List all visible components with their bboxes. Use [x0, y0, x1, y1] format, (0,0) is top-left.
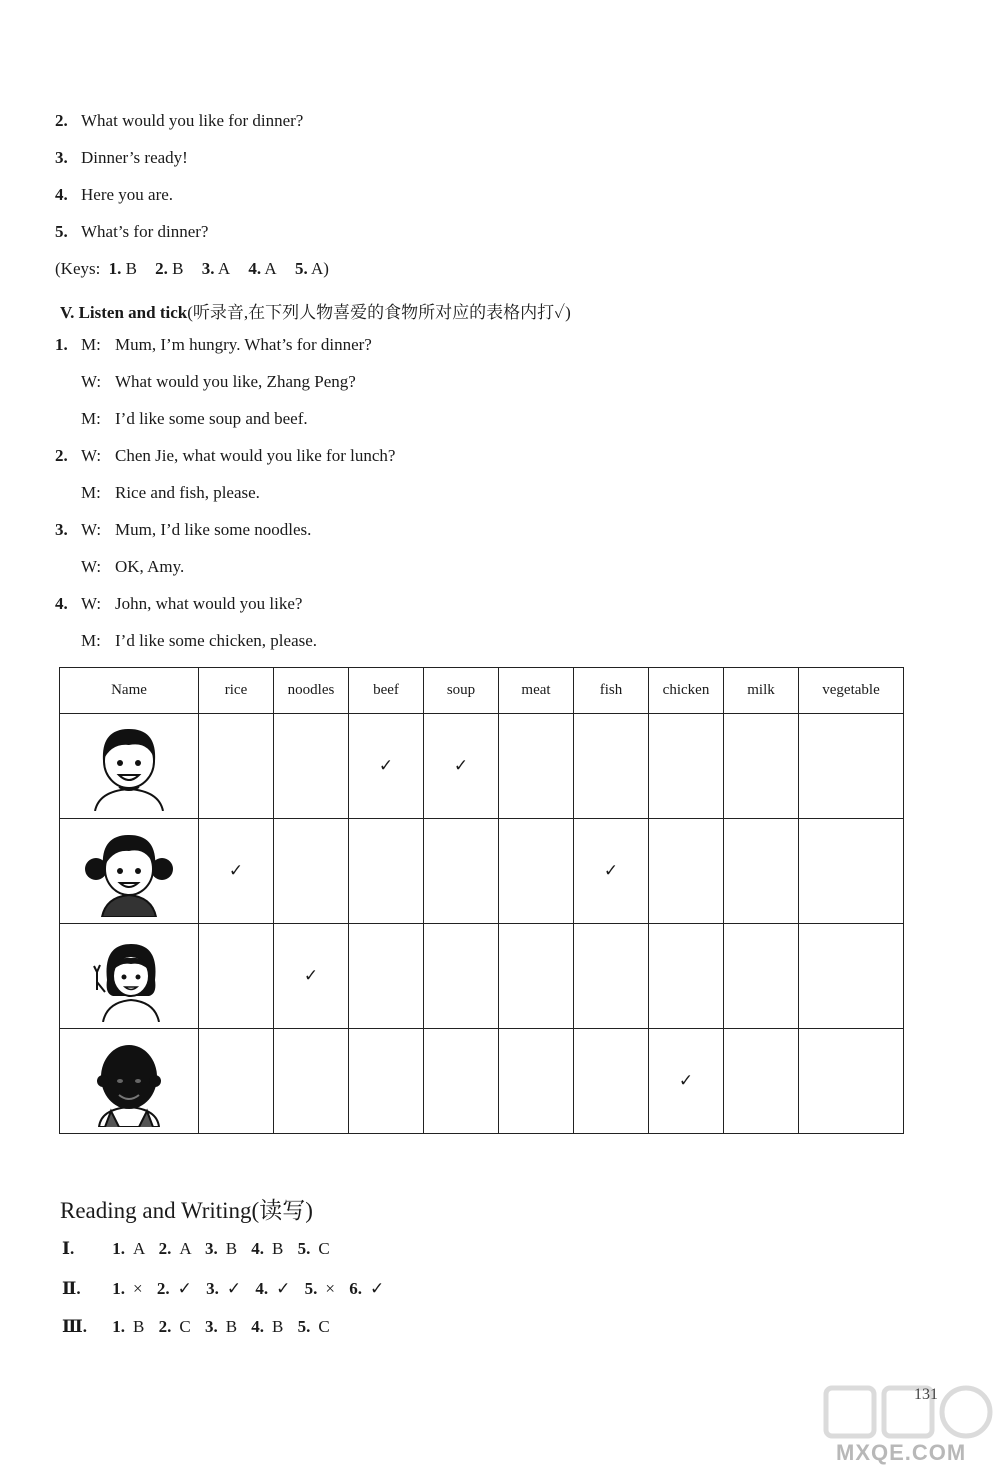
tick-cell: ✓	[574, 819, 649, 924]
answer-row: Ⅲ. 1. B 2. C 3. B 4. B 5. C	[62, 1317, 330, 1336]
tick-cell	[574, 924, 649, 1029]
boy-dark-icon	[89, 1035, 169, 1127]
header-vegetable: vegetable	[799, 668, 904, 714]
listening-item: 5. What’s for dinner?	[55, 222, 209, 241]
answer-row: Ⅱ. 1. × 2. ✓ 3. ✓ 4. ✓ 5. × 6. ✓	[62, 1279, 385, 1298]
girl-waving-icon	[89, 930, 169, 1022]
table-row	[60, 819, 904, 924]
tick-cell: ✓	[424, 714, 499, 819]
tick-cell	[499, 819, 574, 924]
girl-pigtails-icon	[84, 825, 174, 917]
dialogue-line: W: What would you like, Zhang Peng?	[81, 372, 356, 391]
keys-line: (Keys: 1. B 2. B 3. A 4. A 5. A)	[55, 259, 329, 278]
person-portrait	[60, 924, 199, 1029]
person-portrait	[60, 1029, 199, 1134]
table-row	[60, 714, 904, 819]
boy-short-hair-icon	[89, 721, 169, 811]
tick-cell	[574, 714, 649, 819]
tick-cell	[799, 714, 904, 819]
tick-cell	[499, 1029, 574, 1134]
tick-cell	[649, 819, 724, 924]
dialogue-line: M: I’d like some chicken, please.	[81, 631, 318, 650]
tick-cell: ✓	[274, 924, 349, 1029]
tick-cell	[574, 1029, 649, 1134]
tick-cell: ✓	[199, 819, 274, 924]
header-noodles: noodles	[274, 668, 349, 714]
dialogue-line: M: I’d like some soup and beef.	[81, 409, 308, 428]
answer-row: Ⅰ. 1. A 2. A 3. B 4. B 5. C	[62, 1239, 330, 1258]
dialogue-line: W: OK, Amy.	[81, 557, 185, 576]
header-soup: soup	[424, 668, 499, 714]
header-meat: meat	[499, 668, 574, 714]
tick-cell	[499, 714, 574, 819]
person-portrait	[60, 819, 199, 924]
tick-cell	[724, 1029, 799, 1134]
tick-cell	[349, 924, 424, 1029]
tick-cell	[349, 1029, 424, 1134]
table-header-row	[60, 668, 904, 714]
food-tick-table	[59, 667, 904, 1134]
reading-writing-title: Reading and Writing(读写)	[60, 1198, 313, 1223]
dialogue-line: 1. M: Mum, I’m hungry. What’s for dinner?	[55, 335, 372, 354]
tick-cell	[799, 819, 904, 924]
tick-cell	[274, 1029, 349, 1134]
header-beef: beef	[349, 668, 424, 714]
watermark-text: MXQE.COM	[836, 1440, 967, 1465]
table-row	[60, 1029, 904, 1134]
tick-cell: ✓	[649, 1029, 724, 1134]
tick-cell	[724, 714, 799, 819]
dialogue-line: 4. W: John, what would you like?	[55, 594, 303, 613]
listening-item: 3. Dinner’s ready!	[55, 148, 188, 167]
tick-cell	[424, 1029, 499, 1134]
tick-cell	[724, 924, 799, 1029]
tick-cell	[799, 924, 904, 1029]
tick-cell	[274, 714, 349, 819]
tick-cell	[199, 1029, 274, 1134]
listening-item: 2. What would you like for dinner?	[55, 111, 304, 130]
tick-cell	[649, 714, 724, 819]
header-milk: milk	[724, 668, 799, 714]
listening-item: 4. Here you are.	[55, 185, 174, 204]
table-row	[60, 924, 904, 1029]
tick-cell	[799, 1029, 904, 1134]
section-heading: V. Listen and tick(听录音,在下列人物喜爱的食物所对应的表格内打✓)	[60, 303, 571, 322]
person-portrait	[60, 714, 199, 819]
tick-cell	[424, 924, 499, 1029]
tick-cell	[199, 924, 274, 1029]
header-chicken: chicken	[649, 668, 724, 714]
tick-cell	[274, 819, 349, 924]
tick-cell	[199, 714, 274, 819]
tick-cell	[649, 924, 724, 1029]
dialogue-line: 3. W: Mum, I’d like some noodles.	[55, 520, 312, 539]
header-fish: fish	[574, 668, 649, 714]
dialogue-line: M: Rice and fish, please.	[81, 483, 260, 502]
page-number: 131	[914, 1386, 938, 1403]
header-name: Name	[60, 668, 199, 714]
tick-cell	[424, 819, 499, 924]
tick-cell: ✓	[349, 714, 424, 819]
tick-cell	[499, 924, 574, 1029]
tick-cell	[349, 819, 424, 924]
dialogue-line: 2. W: Chen Jie, what would you like for lunch?	[55, 446, 396, 465]
header-rice: rice	[199, 668, 274, 714]
tick-cell	[724, 819, 799, 924]
